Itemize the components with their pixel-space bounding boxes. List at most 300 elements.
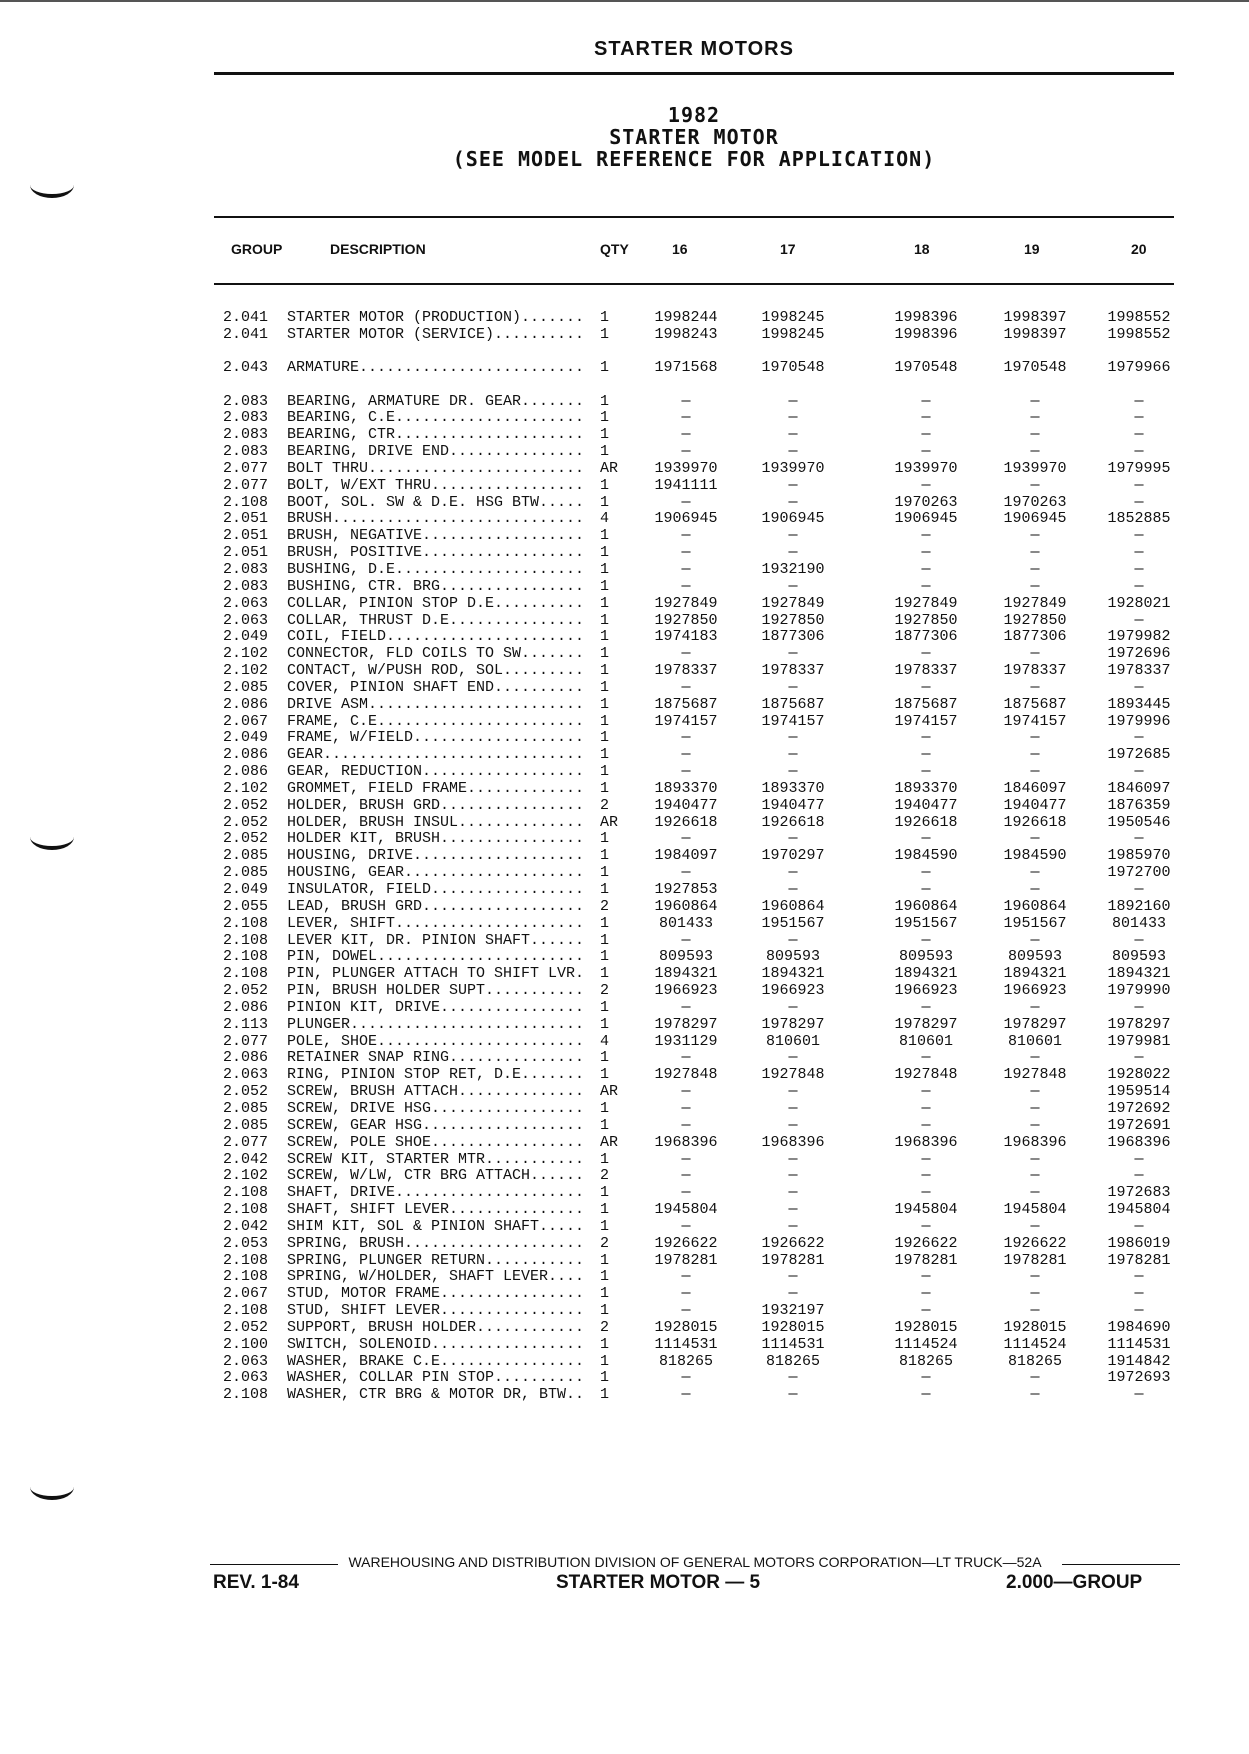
part-description: SHIM KIT, SOL & PINION SHAFT..... <box>287 1217 585 1235</box>
part-number-17: 1978337 <box>761 662 825 680</box>
table-row <box>220 327 1180 344</box>
part-number-16: — <box>681 409 691 427</box>
part-qty: 1 <box>600 426 610 444</box>
part-qty: 1 <box>600 1099 610 1117</box>
part-description: SWITCH, SOLENOID................. <box>287 1335 585 1353</box>
part-number-17: — <box>788 864 798 882</box>
part-number-19: — <box>1030 746 1040 764</box>
part-description: POLE, SHOE....................... <box>287 1032 585 1050</box>
group-code: 2.049 <box>223 729 269 747</box>
table-row <box>220 848 1180 865</box>
part-qty: 1 <box>600 779 610 797</box>
part-number-16: — <box>681 746 691 764</box>
part-number-19: — <box>1030 392 1040 410</box>
table-row <box>220 1303 1180 1320</box>
part-number-18: — <box>921 1150 931 1168</box>
part-number-18: — <box>921 560 931 578</box>
part-number-19: 1926622 <box>1003 1234 1067 1252</box>
part-number-16: 1998243 <box>654 325 718 343</box>
part-description: CONTACT, W/PUSH ROD, SOL......... <box>287 662 585 680</box>
part-description: GEAR............................. <box>287 746 585 764</box>
part-number-17: — <box>788 476 798 494</box>
group-code: 2.086 <box>223 763 269 781</box>
part-qty: 1 <box>600 645 610 663</box>
group-code: 2.108 <box>223 1268 269 1286</box>
part-number-17: 1970548 <box>761 359 825 377</box>
part-number-20: 1972683 <box>1107 1184 1171 1202</box>
part-description: SCREW, DRIVE HSG................. <box>287 1099 585 1117</box>
part-number-20: 1892160 <box>1107 897 1171 915</box>
part-number-20: — <box>1134 1285 1144 1303</box>
part-number-16: — <box>681 1217 691 1235</box>
part-number-18: 1960864 <box>894 897 958 915</box>
part-number-18: 1928015 <box>894 1318 958 1336</box>
part-number-18: 1978281 <box>894 1251 958 1269</box>
table-row <box>220 663 1180 680</box>
part-number-16: — <box>681 1167 691 1185</box>
part-number-17: — <box>788 1217 798 1235</box>
part-number-17: 1939970 <box>761 459 825 477</box>
group-code: 2.086 <box>223 1049 269 1067</box>
part-description: BOOT, SOL. SW & D.E. HSG BTW..... <box>287 493 585 511</box>
part-number-18: — <box>921 409 931 427</box>
part-qty: 1 <box>600 527 610 545</box>
part-number-16: 809593 <box>658 948 713 966</box>
part-number-17: 810601 <box>765 1032 820 1050</box>
part-number-19: 1951567 <box>1003 914 1067 932</box>
part-number-16: — <box>681 1268 691 1286</box>
part-number-20: 1959514 <box>1107 1083 1171 1101</box>
group-code: 2.085 <box>223 864 269 882</box>
group-code: 2.108 <box>223 965 269 983</box>
group-code: 2.113 <box>223 1015 269 1033</box>
part-number-18: 1894321 <box>894 965 958 983</box>
part-number-20: 1876359 <box>1107 796 1171 814</box>
part-number-16: 1941111 <box>654 476 718 494</box>
part-number-20: — <box>1134 611 1144 629</box>
part-number-18: — <box>921 1285 931 1303</box>
part-qty: 1 <box>600 678 610 696</box>
table-row <box>220 1118 1180 1135</box>
header-rule <box>214 72 1174 75</box>
part-number-17: 1932190 <box>761 560 825 578</box>
part-number-17: — <box>788 729 798 747</box>
table-header-rule <box>214 283 1174 285</box>
section-note: (SEE MODEL REFERENCE FOR APPLICATION) <box>452 147 936 171</box>
part-number-16: 1971568 <box>654 359 718 377</box>
part-number-19: — <box>1030 763 1040 781</box>
part-number-16: — <box>681 645 691 663</box>
part-number-20: 1986019 <box>1107 1234 1171 1252</box>
part-number-20: 1979982 <box>1107 628 1171 646</box>
part-number-17: 1932197 <box>761 1302 825 1320</box>
part-number-20: — <box>1134 830 1144 848</box>
part-number-18: — <box>921 1083 931 1101</box>
part-description: BEARING, CTR..................... <box>287 426 585 444</box>
part-qty: 1 <box>600 1116 610 1134</box>
part-number-17: 1114531 <box>761 1335 825 1353</box>
table-row <box>220 764 1180 781</box>
part-number-19: 1926618 <box>1003 813 1067 831</box>
part-number-19: 1927849 <box>1003 594 1067 612</box>
part-number-16: — <box>681 544 691 562</box>
part-number-18: 1927850 <box>894 611 958 629</box>
col-header-20: 20 <box>1131 241 1147 257</box>
part-description: SPRING, BRUSH.................... <box>287 1234 585 1252</box>
part-number-19: 1875687 <box>1003 695 1067 713</box>
part-number-17: 1894321 <box>761 965 825 983</box>
part-number-20: 1972685 <box>1107 746 1171 764</box>
table-row <box>220 916 1180 933</box>
part-number-19: — <box>1030 476 1040 494</box>
part-qty: 4 <box>600 510 610 528</box>
part-number-19: 1960864 <box>1003 897 1067 915</box>
part-number-19: 1974157 <box>1003 712 1067 730</box>
part-qty: 1 <box>600 1285 610 1303</box>
part-number-19: — <box>1030 645 1040 663</box>
part-number-16: 1928015 <box>654 1318 718 1336</box>
part-number-18: — <box>921 527 931 545</box>
part-number-16: 1960864 <box>654 897 718 915</box>
table-row <box>220 528 1180 545</box>
table-row <box>220 461 1180 478</box>
part-description: PINION KIT, DRIVE................ <box>287 998 585 1016</box>
part-number-16: — <box>681 560 691 578</box>
part-description: BRUSH, NEGATIVE.................. <box>287 527 585 545</box>
part-description: BRUSH, POSITIVE.................. <box>287 544 585 562</box>
table-row <box>220 511 1180 528</box>
part-description: INSULATOR, FIELD................. <box>287 881 585 898</box>
part-qty: 1 <box>600 1201 610 1219</box>
group-code: 2.063 <box>223 1066 269 1084</box>
part-number-19: — <box>1030 931 1040 949</box>
part-number-20: 1928022 <box>1107 1066 1171 1084</box>
part-description: GROMMET, FIELD FRAME............. <box>287 779 585 797</box>
part-number-20: — <box>1134 527 1144 545</box>
part-number-19: — <box>1030 1099 1040 1117</box>
part-number-20: 1852885 <box>1107 510 1171 528</box>
part-number-19: — <box>1030 1302 1040 1320</box>
col-header-18: 18 <box>914 241 930 257</box>
part-number-20: — <box>1134 1386 1144 1404</box>
part-number-19: — <box>1030 830 1040 848</box>
part-number-16: 1114531 <box>654 1335 718 1353</box>
group-code: 2.063 <box>223 1352 269 1370</box>
part-description: HOLDER KIT, BRUSH................ <box>287 830 585 848</box>
part-number-19: — <box>1030 544 1040 562</box>
part-number-17: — <box>788 931 798 949</box>
footer-group: 2.000—GROUP <box>1006 1572 1143 1593</box>
col-header-description: DESCRIPTION <box>330 241 426 257</box>
part-number-16: — <box>681 493 691 511</box>
part-number-19: 1968396 <box>1003 1133 1067 1151</box>
part-number-17: — <box>788 577 798 595</box>
part-number-17: — <box>788 881 798 898</box>
part-number-20: 1979996 <box>1107 712 1171 730</box>
table-row <box>220 1354 1180 1371</box>
part-qty: 1 <box>600 998 610 1016</box>
part-number-18: — <box>921 1167 931 1185</box>
part-number-18: 1978297 <box>894 1015 958 1033</box>
group-code: 2.108 <box>223 1302 269 1320</box>
part-description: BUSHING, CTR. BRG................ <box>287 577 585 595</box>
part-description: CONNECTOR, FLD COILS TO SW....... <box>287 645 585 663</box>
punch-hole-mark-middle <box>30 824 74 850</box>
part-description: COIL, FIELD...................... <box>287 628 585 646</box>
part-number-16: — <box>681 830 691 848</box>
part-number-17: — <box>788 544 798 562</box>
part-number-18: 809593 <box>898 948 953 966</box>
part-number-18: — <box>921 544 931 562</box>
part-number-16: — <box>681 1386 691 1404</box>
parts-table-body <box>220 310 1180 1404</box>
part-number-20: 1928021 <box>1107 594 1171 612</box>
part-number-18: — <box>921 1099 931 1117</box>
part-number-18: — <box>921 1268 931 1286</box>
part-number-17: — <box>788 493 798 511</box>
part-number-19: 818265 <box>1007 1352 1062 1370</box>
group-code: 2.083 <box>223 577 269 595</box>
table-row <box>220 1135 1180 1152</box>
part-number-16: — <box>681 577 691 595</box>
part-qty: 1 <box>600 1217 610 1235</box>
part-number-17: — <box>788 443 798 461</box>
part-number-19: — <box>1030 1184 1040 1202</box>
table-row <box>220 1168 1180 1185</box>
part-number-16: — <box>681 392 691 410</box>
part-number-17: 1877306 <box>761 628 825 646</box>
group-code: 2.108 <box>223 493 269 511</box>
group-code: 2.086 <box>223 998 269 1016</box>
part-number-18: — <box>921 931 931 949</box>
part-qty: 1 <box>600 1335 610 1353</box>
part-number-16: — <box>681 763 691 781</box>
part-qty: 1 <box>600 392 610 410</box>
group-code: 2.052 <box>223 830 269 848</box>
part-number-17: — <box>788 1184 798 1202</box>
table-row <box>220 781 1180 798</box>
part-qty: 1 <box>600 409 610 427</box>
part-number-17: — <box>788 678 798 696</box>
part-number-16: — <box>681 1184 691 1202</box>
part-qty: 1 <box>600 1184 610 1202</box>
col-header-qty: QTY <box>600 241 629 257</box>
part-number-20: — <box>1134 1049 1144 1067</box>
part-number-17: 1927849 <box>761 594 825 612</box>
group-code: 2.085 <box>223 1099 269 1117</box>
part-description: SHAFT, DRIVE..................... <box>287 1184 585 1202</box>
part-qty: 1 <box>600 763 610 781</box>
part-number-17: 1927850 <box>761 611 825 629</box>
part-number-16: 1978297 <box>654 1015 718 1033</box>
part-description: SCREW, GEAR HSG.................. <box>287 1116 585 1134</box>
part-description: DRIVE ASM........................ <box>287 695 585 713</box>
part-number-17: — <box>788 1167 798 1185</box>
group-code: 2.042 <box>223 1217 269 1235</box>
footer-rule-right <box>1062 1564 1180 1565</box>
part-number-16: — <box>681 729 691 747</box>
part-description: FRAME, C.E....................... <box>287 712 585 730</box>
table-row <box>220 882 1180 899</box>
part-number-18: 1945804 <box>894 1201 958 1219</box>
group-code: 2.051 <box>223 527 269 545</box>
part-number-19: — <box>1030 443 1040 461</box>
part-number-18: — <box>921 577 931 595</box>
group-code: 2.041 <box>223 325 269 343</box>
part-number-18: — <box>921 1116 931 1134</box>
part-qty: 1 <box>600 1386 610 1404</box>
table-row <box>220 1337 1180 1354</box>
part-number-17: 1927848 <box>761 1066 825 1084</box>
part-number-19: 1970548 <box>1003 359 1067 377</box>
punch-hole-mark-bottom <box>30 1474 74 1500</box>
part-number-19: 810601 <box>1007 1032 1062 1050</box>
part-number-20: — <box>1134 443 1144 461</box>
part-number-20: — <box>1134 729 1144 747</box>
part-number-19: 1984590 <box>1003 847 1067 865</box>
part-number-16: — <box>681 864 691 882</box>
part-description: STUD, SHIFT LEVER................ <box>287 1302 585 1320</box>
part-number-19: — <box>1030 1386 1040 1404</box>
part-number-17: 1960864 <box>761 897 825 915</box>
group-code: 2.052 <box>223 813 269 831</box>
part-qty: 2 <box>600 1167 610 1185</box>
part-number-20: 809593 <box>1111 948 1166 966</box>
part-description: STARTER MOTOR (SERVICE).......... <box>287 325 585 343</box>
part-number-17: — <box>788 1049 798 1067</box>
part-number-19: — <box>1030 527 1040 545</box>
table-row <box>220 1000 1180 1017</box>
part-description: HOUSING, DRIVE................... <box>287 847 585 865</box>
part-qty: 1 <box>600 712 610 730</box>
part-number-19: 1906945 <box>1003 510 1067 528</box>
table-row <box>220 1185 1180 1202</box>
footer-page-title: STARTER MOTOR — 5 <box>556 1572 761 1593</box>
group-code: 2.049 <box>223 881 269 898</box>
part-number-17: — <box>788 409 798 427</box>
part-number-20: — <box>1134 881 1144 898</box>
table-row <box>220 613 1180 630</box>
part-number-20: 801433 <box>1111 914 1166 932</box>
group-code: 2.108 <box>223 1184 269 1202</box>
part-number-20: — <box>1134 931 1144 949</box>
part-qty: 1 <box>600 476 610 494</box>
part-number-18: 1978337 <box>894 662 958 680</box>
table-row <box>220 1067 1180 1084</box>
part-number-16: 1927848 <box>654 1066 718 1084</box>
part-qty: 1 <box>600 1015 610 1033</box>
part-number-17: — <box>788 1201 798 1219</box>
part-qty: 1 <box>600 746 610 764</box>
part-number-16: — <box>681 1302 691 1320</box>
group-code: 2.108 <box>223 1201 269 1219</box>
part-number-20: 1985970 <box>1107 847 1171 865</box>
part-number-18: — <box>921 830 931 848</box>
part-number-19: 1928015 <box>1003 1318 1067 1336</box>
part-number-20: 1950546 <box>1107 813 1171 831</box>
part-qty: 1 <box>600 695 610 713</box>
part-qty: 1 <box>600 611 610 629</box>
table-row <box>220 478 1180 495</box>
footer-revision: REV. 1-84 <box>213 1572 299 1593</box>
table-row <box>220 1017 1180 1034</box>
part-number-16: 801433 <box>658 914 713 932</box>
part-number-20: 1972693 <box>1107 1369 1171 1387</box>
part-number-16: 1998244 <box>654 309 718 326</box>
part-number-18: — <box>921 476 931 494</box>
part-number-20: 1979966 <box>1107 359 1171 377</box>
part-qty: 1 <box>600 931 610 949</box>
part-number-19: — <box>1030 1369 1040 1387</box>
part-qty: 2 <box>600 796 610 814</box>
part-number-18: — <box>921 1386 931 1404</box>
part-qty: 1 <box>600 1066 610 1084</box>
part-description: SCREW, POLE SHOE................. <box>287 1133 585 1151</box>
part-number-16: — <box>681 1150 691 1168</box>
part-number-20: — <box>1134 1217 1144 1235</box>
part-description: RETAINER SNAP RING............... <box>287 1049 585 1067</box>
group-code: 2.108 <box>223 931 269 949</box>
group-code: 2.063 <box>223 1369 269 1387</box>
group-code: 2.051 <box>223 544 269 562</box>
table-row <box>220 730 1180 747</box>
part-number-18: 1970548 <box>894 359 958 377</box>
part-qty: 1 <box>600 914 610 932</box>
part-number-17: — <box>788 830 798 848</box>
part-qty: AR <box>600 1083 619 1101</box>
col-header-19: 19 <box>1024 241 1040 257</box>
part-number-20: 1968396 <box>1107 1133 1171 1151</box>
part-number-17: 809593 <box>765 948 820 966</box>
table-row <box>220 949 1180 966</box>
table-row <box>220 427 1180 444</box>
table-row <box>220 360 1180 377</box>
group-code: 2.067 <box>223 1285 269 1303</box>
part-number-16: — <box>681 426 691 444</box>
part-description: SCREW, BRUSH ATTACH.............. <box>287 1083 585 1101</box>
part-number-18: 1984590 <box>894 847 958 865</box>
part-description: BUSHING, D.E..................... <box>287 560 585 578</box>
part-number-18: — <box>921 392 931 410</box>
part-number-19: — <box>1030 426 1040 444</box>
part-number-19: 1945804 <box>1003 1201 1067 1219</box>
part-number-19: — <box>1030 1217 1040 1235</box>
part-description: GEAR, REDUCTION.................. <box>287 763 585 781</box>
part-number-20: 1998552 <box>1107 325 1171 343</box>
part-number-20: 1945804 <box>1107 1201 1171 1219</box>
part-number-19: 809593 <box>1007 948 1062 966</box>
part-number-18: 1970263 <box>894 493 958 511</box>
part-qty: 4 <box>600 1032 610 1050</box>
part-number-16: 1966923 <box>654 982 718 1000</box>
part-number-17: — <box>788 1268 798 1286</box>
part-number-16: 1974157 <box>654 712 718 730</box>
part-number-20: — <box>1134 1268 1144 1286</box>
part-number-16: 1984097 <box>654 847 718 865</box>
part-number-20: 1978297 <box>1107 1015 1171 1033</box>
part-number-18: 1927848 <box>894 1066 958 1084</box>
part-number-17: 1966923 <box>761 982 825 1000</box>
table-row <box>220 747 1180 764</box>
part-number-20: — <box>1134 998 1144 1016</box>
group-code: 2.055 <box>223 897 269 915</box>
part-number-17: 1926618 <box>761 813 825 831</box>
part-number-19: — <box>1030 1285 1040 1303</box>
part-description: SPRING, W/HOLDER, SHAFT LEVER.... <box>287 1268 585 1286</box>
part-number-19: — <box>1030 864 1040 882</box>
footer-division-line: WAREHOUSING AND DISTRIBUTION DIVISION OF GENERAL MOTORS CORPORATION—LT TRUCK—52A <box>348 1554 1042 1570</box>
part-number-19: — <box>1030 881 1040 898</box>
